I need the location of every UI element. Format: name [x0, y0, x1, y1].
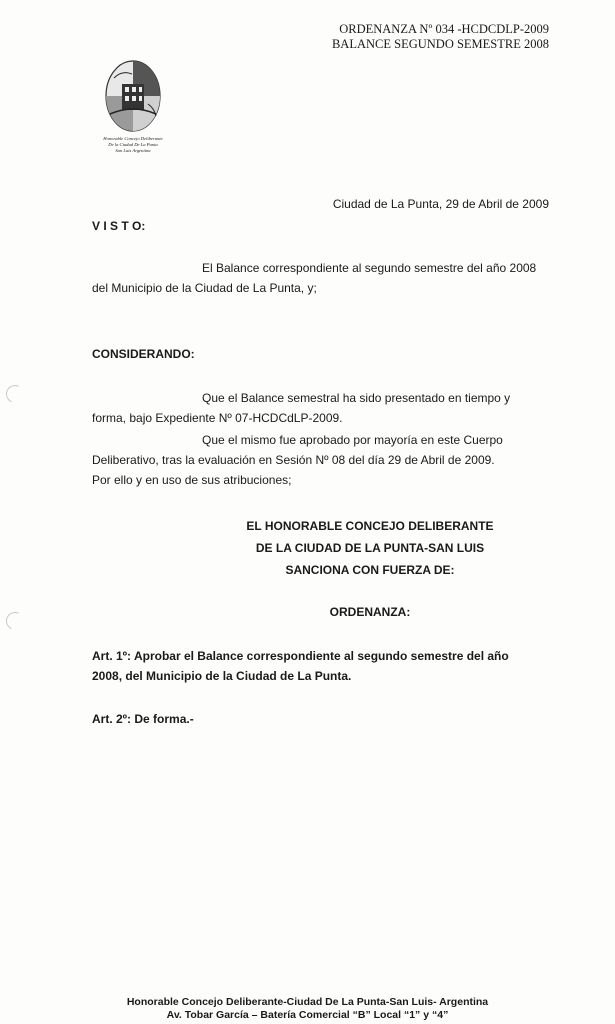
punch-hole-mark	[3, 382, 26, 405]
document-footer	[0, 996, 615, 1021]
ordinance-number: ORDENANZA Nº 034 -HCDCDLP-2009	[339, 22, 549, 36]
article-1: Art. 1º: Aprobar el Balance correspondiente al segundo semestre del año 2008, del Municipio de la Ciudad de La Punta.	[92, 649, 509, 683]
municipal-seal-icon	[92, 56, 174, 136]
municipal-logo	[92, 56, 174, 180]
visto-heading: V I S T O:	[92, 219, 146, 233]
resolution-block	[190, 515, 550, 581]
ordinance-subject: BALANCE SEGUNDO SEMESTRE 2008	[331, 37, 549, 51]
footer-address: Av. Tobar García – Batería Comercial “B” Local “1” y “4”	[166, 1008, 449, 1021]
punch-hole-mark	[3, 609, 26, 632]
council-city: DE LA CIUDAD DE LA PUNTA-SAN LUIS	[255, 541, 485, 555]
article-2: Art. 2º: De forma.-	[92, 712, 194, 726]
ordenanza-heading: ORDENANZA:	[329, 605, 411, 619]
footer-institution: Honorable Concejo Deliberante-Ciudad De La Punta-San Luis- Argentina	[126, 996, 489, 1008]
sanction-line: SANCIONA CON FUERZA DE:	[285, 563, 455, 577]
council-name: EL HONORABLE CONCEJO DELIBERANTE	[246, 519, 494, 533]
logo-caption: Honorable Concejo Deliberante De la Ciudad De La Punta San Luis Argentina	[103, 136, 163, 153]
document-header	[332, 22, 549, 52]
considerando-heading: CONSIDERANDO:	[92, 347, 195, 361]
visto-paragraph: El Balance correspondiente al segundo semestre del año 2008 del Municipio de la Ciudad de La Punta, y;	[92, 261, 537, 295]
considerando-paragraph-1: Que el Balance semestral ha sido presentado en tiempo y forma, bajo Expediente Nº 07-HCDCdLP-2009.	[92, 391, 511, 425]
date-line: Ciudad de La Punta, 29 de Abril de 2009	[332, 197, 549, 211]
considerando-paragraph-2: Que el mismo fue aprobado por mayoría en este Cuerpo Deliberativo, tras la evaluación en Sesión Nº 08 del día 29 de Abril de 2009. Por ello y en uso de sus atribuciones;	[92, 433, 503, 487]
